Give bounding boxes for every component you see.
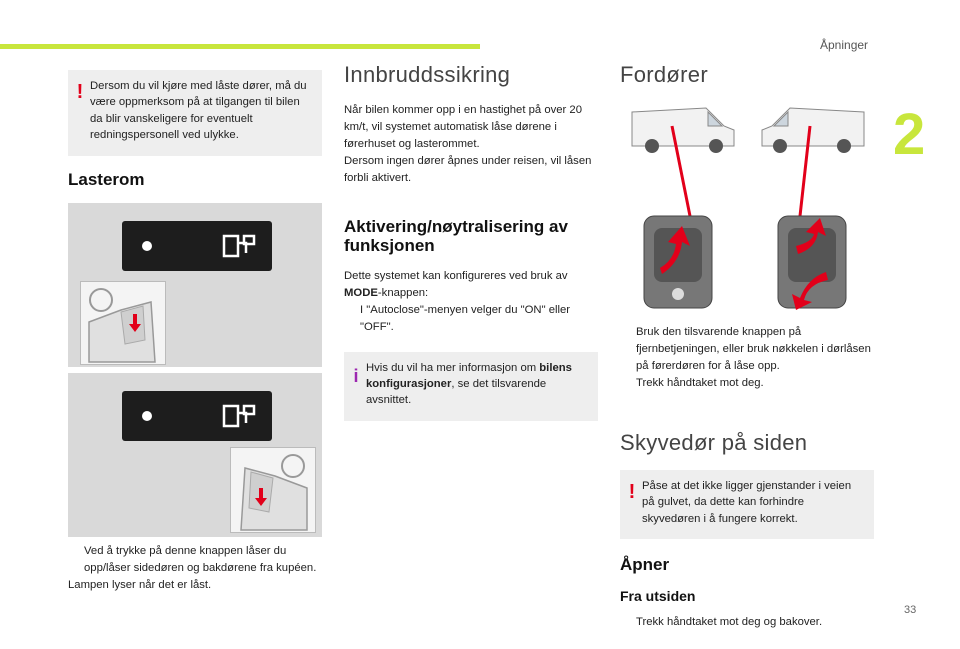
warning-box: ! Påse at det ikke ligger gjenstander i veien på gulvet, da dette kan forhindre skyvedøren i å fungere korrekt. (620, 470, 874, 539)
warning-box (68, 70, 322, 156)
led-indicator (142, 241, 152, 251)
intro-paragraph-2: Dersom ingen dører åpnes under reisen, vil låsen forbli aktivert. (344, 154, 592, 184)
door-lock-icon (222, 233, 256, 259)
led-indicator (142, 411, 152, 421)
door-handle-left (642, 214, 714, 310)
cabin-drawing (81, 282, 165, 364)
lock-button-panel (122, 221, 272, 271)
cargo-button-illustration-1 (68, 203, 322, 367)
info-box: i Hvis du vil ha mer informasjon om bilens konfigurasjoner, se det tilsvarende avsnittet. (344, 352, 598, 421)
intro-paragraph-1: Når bilen kommer opp i en hastighet på over 20 km/t, vil systemet automatisk låse dørene i førerhuset og lasterommet. (344, 104, 582, 150)
bullet-item: Bruk den tilsvarende knappen på fjernbetjeningen, eller bruk nøkkelen i dørlåsen på førerdøren for å låse opp. (636, 326, 871, 372)
section-title-anti-theft: Innbruddssikring (344, 62, 511, 87)
warning-icon: ! (628, 480, 636, 503)
section-title-front-doors: Fordører (620, 62, 708, 87)
cabin-drawing (231, 448, 315, 532)
cabin-inset (230, 447, 316, 533)
section-title-cargo: Lasterom (68, 169, 145, 189)
subsection-title-opening: Åpner (620, 554, 670, 574)
bullet-item: Ved å trykke på denne knappen låser du opp/låser sidedøren og bakdørene fra kupéen. (84, 545, 317, 574)
cabin-inset (80, 281, 166, 365)
front-door-illustration (620, 104, 874, 304)
column-front-doors (620, 62, 874, 631)
subsection-title-activation: Aktivering/nøytralisering av funksjonen (344, 216, 568, 256)
lock-button-panel (122, 391, 272, 441)
bullet-item: Trekk håndtaket mot deg og bakover. (636, 616, 823, 629)
door-lock-icon (222, 403, 256, 429)
info-icon: i (353, 365, 359, 386)
chapter-number: 2 (893, 102, 926, 167)
bullet-item: Trekk håndtaket mot deg. (636, 376, 764, 389)
bullet-item: I "Autoclose"-menyen velger du "ON" eller "OFF". (360, 303, 571, 333)
section-title-sliding-door: Skyvedør på siden (620, 429, 808, 455)
config-paragraph: Dette systemet kan konfigureres ved bruk av MODE-knappen: (344, 269, 568, 299)
subsubsection-title-outside: Fra utsiden (620, 588, 696, 605)
column-anti-theft (344, 62, 598, 421)
door-handle-right (776, 214, 848, 310)
warning-icon: ! (76, 81, 84, 103)
section-name: Åpninger (820, 38, 869, 52)
warning-text: Dersom du vil kjøre med låste dører, må du være oppmerksom på at tilgangen til bilen da blir vanskeligere for eventuelt redningspersonell ved ulykke. (90, 80, 307, 142)
lamp-note: Lampen lyser når det er låst. (68, 578, 212, 591)
page-number: 33 (904, 604, 917, 616)
column-cargo (68, 70, 322, 594)
cargo-button-illustration-2 (68, 373, 322, 537)
accent-bar (0, 44, 480, 49)
